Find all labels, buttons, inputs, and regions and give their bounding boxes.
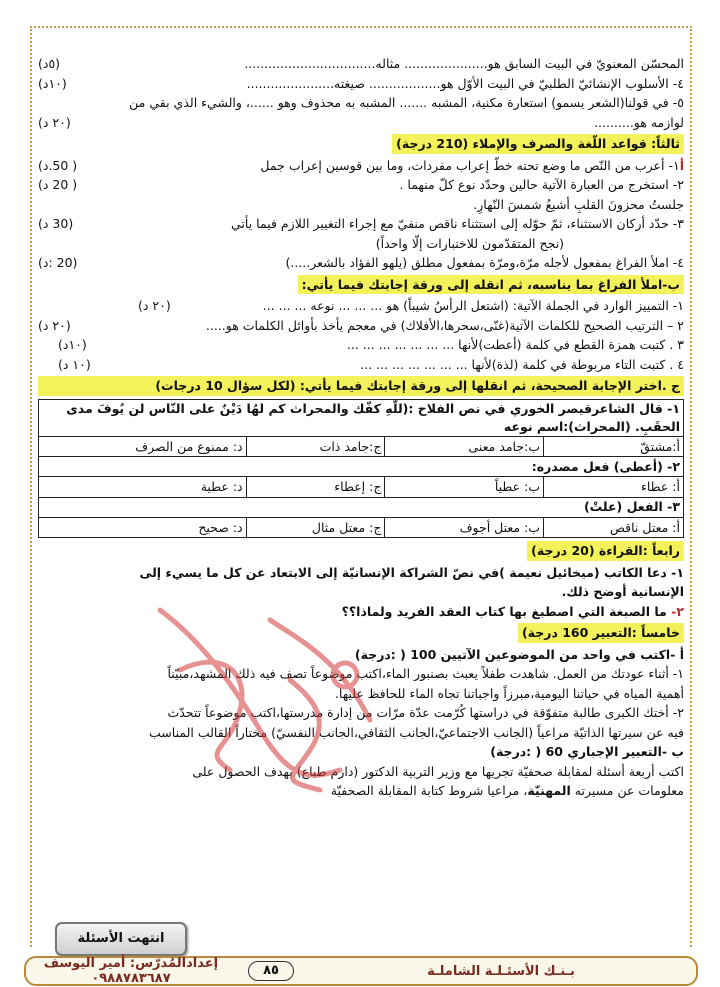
choice-q2: ٢- (أعطى) فعل مصدره:: [39, 457, 684, 477]
choice-q3-a: أ: معتل ناقص: [544, 517, 684, 538]
section5-title: خامساً :التعبير 160 درجة): [518, 623, 684, 643]
grammar-q3: ٣- حدّد أركان الاستثناء، ثمّ حوّله إلى استثناء ناقص منفيّ مع إجراء التغيير اللازم فيما يأتي (30 د): [38, 216, 684, 231]
topic1-line2: أهمية المياه في حياتنا اليومية،مبرزاً واجباتنا تجاه الماء للحافظ عليها.: [334, 685, 684, 701]
choice-q3-b: ب: معتل أجوف: [385, 517, 544, 538]
exam-content: [38, 54, 684, 801]
topic2-line1: ٢- أختك الكبرى طالبة متفوّقة في دراستها كُرّمت عدّة مرّات من إدارة مدرستها،اكتب موضوعاً تتحدّث: [167, 705, 684, 720]
topic2-line2: فيه عن سيرتها الذاتيّة مراعياً (الجانب الاجتماعيّ،الجانب الثقافي،الجانب النفسيّ) مختاراً القالب المناسب: [149, 724, 684, 740]
line-3: ٥- في قولنا(الشعر يسمو) استعارة مكنية، المشبه ....... المشبه به محذوف وهو ......، والشيء الذي بقي من: [129, 95, 684, 110]
expression-b: ب -التعبير الإجباري 60 ( :درجة): [490, 744, 684, 759]
footer-title: بـنـك الأسئـلـة الشاملـة: [427, 963, 575, 979]
choice-q1-a: أ:مشتقّ: [544, 436, 684, 457]
choice-q1-b: ب:جامد معنى: [385, 436, 544, 457]
section3-c-title: ج .اختر الإجابة الصحيحة، ثم انقلها إلى ورقة إجابتك فيما يأتي: (لكل سؤال 10 درجات): [38, 376, 684, 396]
page-footer: [24, 956, 698, 986]
choice-q2-b: ب: عطياً: [385, 477, 544, 498]
fill-q1: ١- التمييز الوارد في الجملة الآتية: (اشتعل الرأسُ شيباً) هو ... ... ... نوعه ... ... ... (٢٠ د): [138, 298, 684, 313]
reading-q2: ٢- ما الصبغة التي اصطبغ بها كتاب العقد الفريد ولماذا؟؟: [341, 603, 684, 619]
choice-table: [38, 399, 684, 539]
line-4: لوازمه هو.......... (٢٠ د): [38, 114, 684, 130]
topic3-line1: اكتب أربعة أسئلة لمقابلة صحفيّة تجريها مع وزير التربية الدكتور (دارم طباع) بهدف الحصول على: [192, 763, 684, 779]
reading-q1: ١- دعا الكاتب (ميخائيل نعيمة )في نصّ الشراكة الإنسانيّة إلى الابتعاد عن كل ما يسيء إلى: [139, 564, 684, 580]
fill-q3: ٣ . كتبت همزة القطع في كلمة (أعطت)لأنها ... ... ... ... ... ... ... (١٠د): [58, 337, 684, 352]
choice-q2-d: د: عطية: [39, 477, 247, 498]
grammar-q1: أ١- أعرب من النّص ما وضع تحته خطّ إعراب مفردات، وما بين قوسين إعراب جمل ( 50.د): [38, 157, 684, 173]
fill-q2: ٢ – الترتيب الصحيح للكلمات الآتية(غنّى،سحرها،الأفلاك) في معجم يأخذ بأوائل الكلمات هو..... (٢٠ د): [38, 317, 684, 333]
border-top: [30, 26, 692, 28]
choice-q2-a: أ: عطاء: [544, 477, 684, 498]
choice-q3: ٣- الفعل (علتْ): [39, 497, 684, 517]
end-of-questions-button[interactable]: انتهت الأسئلة: [55, 922, 187, 956]
grammar-q4: ٤- املأ الفراغ بمفعول لأجله مرّة،ومرّة بمفعول مطلق (يلهو الفؤاد بالشعر.....) (20 :د): [38, 255, 684, 270]
choice-q2-c: ج: إعطاء: [246, 477, 385, 498]
footer-author: إعدادالمُدرّس: أمير اليوسف ٠٩٨٨٧٨٣٦٨٧: [43, 956, 219, 986]
line-1: المحسّن المعنويّ في البيت السابق هو..................... مثاله................................. (٥د): [38, 56, 684, 71]
line-2: ٤- الأسلوب الإنشائيّ الطلبيّ في البيت الأوّل هو.................. صيغته...................... (١٠د): [38, 75, 684, 91]
choice-q3-d: د: صحيح: [39, 517, 247, 538]
border-right: [690, 26, 692, 947]
topic3-line2: معلومات عن مسيرته المهنيّة، مراعيا شروط كتابة المقابلة الصحفيّة: [330, 783, 684, 798]
grammar-q2: ٢- استخرج من العبارة الآتية حالين وحدّد نوع كلّ منهما . ( 20 د): [38, 177, 684, 192]
section4-title: رابعاً :القراءة (20 درجة): [527, 541, 684, 561]
expression-a: أ -اكتب في واحد من الموضوعين الآتيين 100 ( :درجة): [354, 646, 684, 662]
topic1-line1: ١- أثناء عودتك من العمل. شاهدت طفلاً يعبث بصنبور الماء،اكتب موضوعاً تصف فيه ذلك المشهد،مبيّناً: [167, 666, 684, 681]
reading-q1-cont: الإنسانية أوضح ذلك.: [561, 584, 684, 599]
section3-title: ثالثاً: قواعد اللّغة والصرف والإملاء (210 درجة): [392, 134, 684, 154]
grammar-q3-sentence: (نجح المتقدّمون للاختبارات إلّا واحداً): [375, 235, 564, 251]
choice-q3-c: ج: معتل مثال: [246, 517, 385, 538]
choice-q1-d: د: ممنوع من الصرف: [39, 436, 247, 457]
border-left: [30, 26, 32, 947]
choice-q1: ١- قال الشاعرقيصر الخوري في نص الفلاح :(للّهِ كفّك والمحراث كم لهُا دَيْنٌ على النّاس لن يُوفَ مدى الحقَبِ. (المحراث):اسم نوعه: [39, 399, 684, 436]
footer-page-number: ٨٥: [236, 961, 306, 981]
choice-q1-c: ج:جامد ذات: [246, 436, 385, 457]
fill-q4: ٤ . كتبت التاء مربوطة في كلمة (لذة)لأنها ... ... ... ... ... ... ... (١٠ د): [58, 356, 684, 372]
grammar-q2-sentence: جلستُ محزونَ القلبِ أشيعُ شمسَ النّهارِ.: [473, 196, 684, 212]
section3-b-title: ب-املأ الفراغ بما يناسبه، ثم انقله إلى ورقة إجابتك فيما يأتي:: [298, 275, 684, 295]
